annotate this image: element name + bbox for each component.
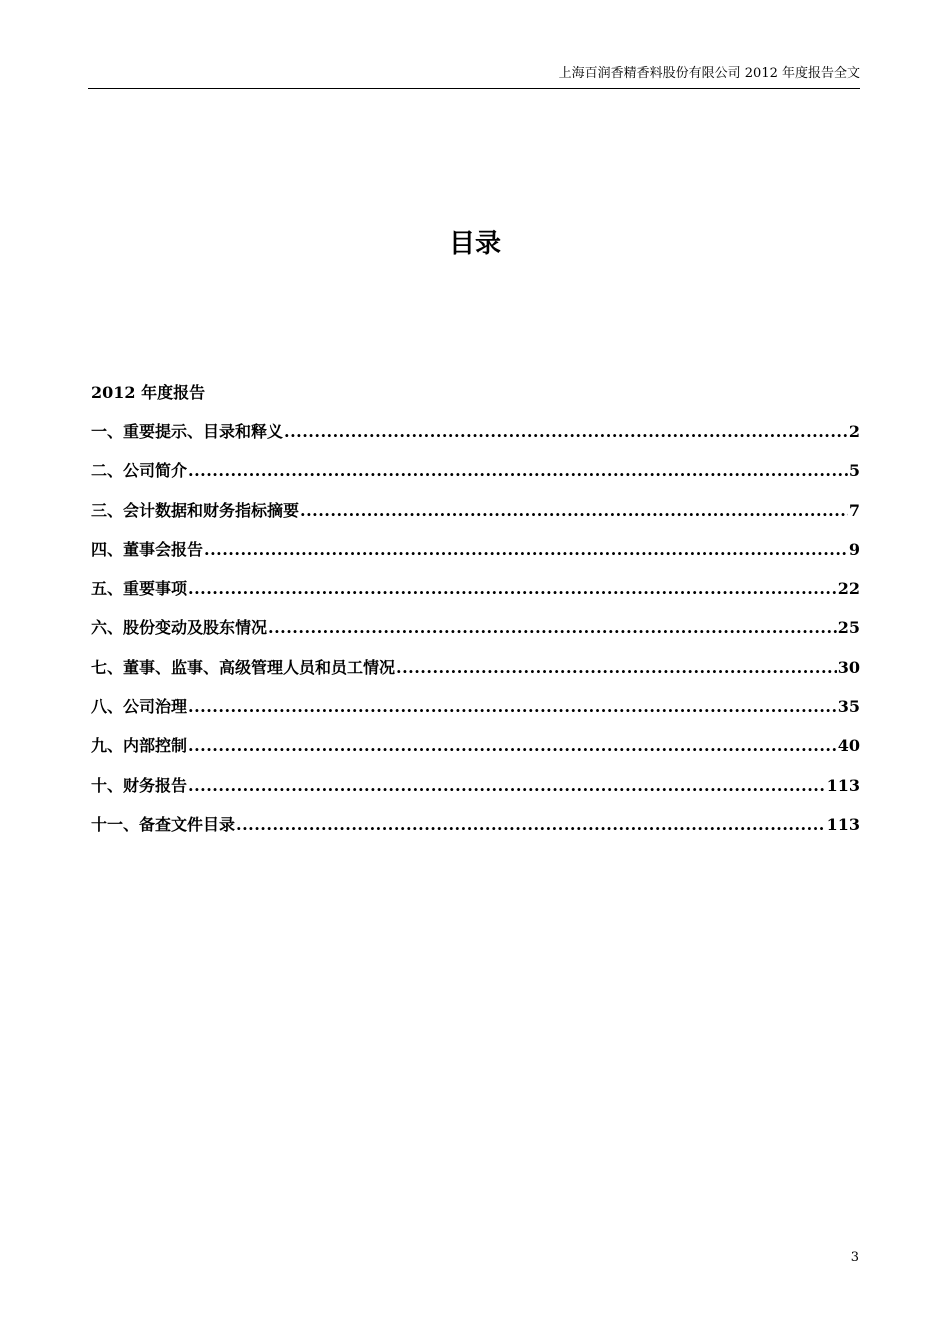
toc-dot-leader	[268, 615, 837, 641]
toc-entry-label: 二、公司简介	[91, 461, 188, 481]
toc-entry[interactable]	[91, 773, 860, 812]
page-number: 3	[850, 1250, 859, 1265]
header-text: 上海百润香精香料股份有限公司 2012 年度报告全文	[558, 66, 860, 81]
toc-dot-leader	[188, 458, 848, 484]
toc-entry-page: 35	[837, 697, 860, 717]
toc-entry-page: 2	[848, 422, 860, 441]
toc-entry[interactable]	[91, 733, 860, 772]
toc-entry-page: 5	[848, 461, 860, 481]
toc-dot-leader	[188, 733, 837, 759]
toc-dot-leader	[204, 537, 848, 563]
page-header	[88, 62, 860, 89]
toc-entry-page: 22	[837, 579, 860, 599]
toc-dot-leader	[236, 812, 826, 838]
table-of-contents	[91, 380, 860, 851]
toc-entry[interactable]	[91, 537, 860, 576]
toc-entry-page: 25	[837, 618, 860, 638]
toc-list	[91, 419, 860, 851]
toc-entry[interactable]	[91, 655, 860, 694]
toc-dot-leader	[396, 655, 837, 681]
toc-entry-page: 113	[826, 814, 860, 834]
toc-entry[interactable]	[91, 576, 860, 615]
toc-dot-leader	[284, 419, 848, 445]
toc-entry-label: 六、股份变动及股东情况	[91, 618, 268, 638]
toc-entry-label: 十、财务报告	[91, 775, 188, 795]
toc-entry-page: 30	[837, 657, 860, 677]
toc-entry[interactable]	[91, 615, 860, 654]
toc-entry-label: 八、公司治理	[91, 697, 188, 717]
toc-dot-leader	[300, 498, 848, 524]
toc-dot-leader	[188, 694, 837, 720]
toc-entry-page: 113	[826, 775, 860, 795]
toc-dot-leader	[188, 576, 837, 602]
toc-entry[interactable]	[91, 694, 860, 733]
document-title: 目录	[448, 229, 501, 259]
toc-entry-label: 十一、备查文件目录	[91, 814, 236, 834]
toc-entry-label: 七、董事、监事、高级管理人员和员工情况	[91, 657, 396, 677]
toc-dot-leader	[188, 773, 826, 799]
toc-entry-page: 7	[848, 500, 860, 520]
toc-entry[interactable]	[91, 812, 860, 851]
toc-entry-label: 四、董事会报告	[91, 539, 204, 559]
toc-heading: 2012 年度报告	[91, 383, 206, 402]
toc-entry[interactable]	[91, 498, 860, 537]
toc-entry-label: 九、内部控制	[91, 736, 188, 756]
toc-entry-page: 40	[837, 736, 860, 756]
toc-entry[interactable]	[91, 419, 860, 458]
toc-entry-page: 9	[848, 539, 860, 559]
toc-entry-label: 五、重要事项	[91, 579, 188, 599]
toc-entry-label: 一、重要提示、目录和释义	[91, 422, 284, 441]
toc-entry-label: 三、会计数据和财务指标摘要	[91, 500, 300, 520]
toc-entry[interactable]	[91, 458, 860, 497]
